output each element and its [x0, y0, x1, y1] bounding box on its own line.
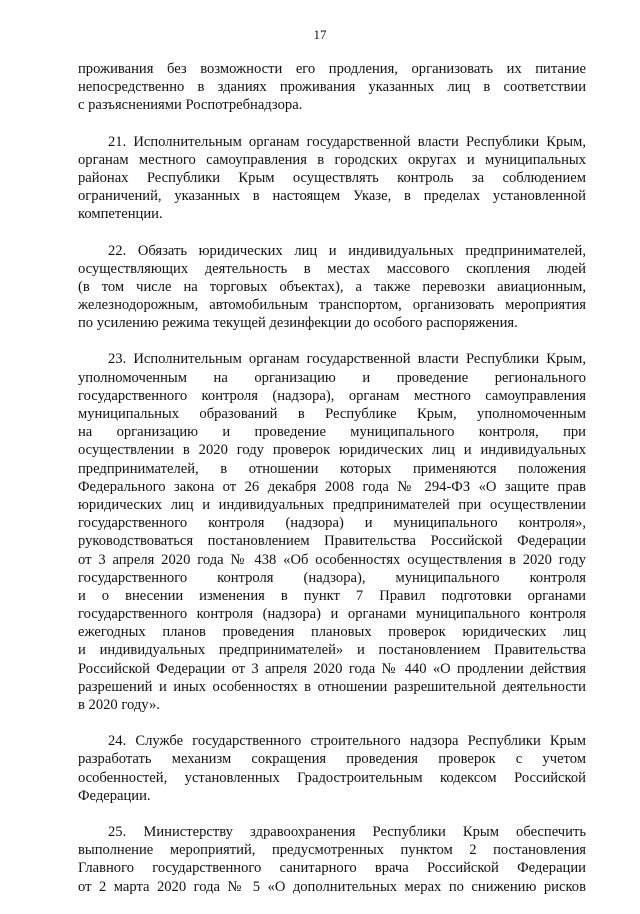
- text-line: Федерации.: [78, 787, 151, 804]
- text-line: органам местного самоуправления в городских округах и муниципальных: [78, 151, 586, 168]
- text-line: осуществлении в 2020 году проверок юридических лиц и индивидуальных: [78, 442, 586, 459]
- paragraph: [78, 133, 586, 224]
- text-line: и о внесении изменения в пункт 7 Правил подготовки органами: [78, 587, 586, 604]
- text-line: по усилению режима текущей дезинфекции до особого распоряжения.: [78, 315, 518, 332]
- text-line: Главного государственного санитарного врача Российской Федерации: [78, 860, 586, 877]
- text-line: предпринимателей, в отношении которых применяются положения: [78, 460, 586, 477]
- text-line: Федерального закона от 26 декабря 2008 года № 294-ФЗ «О защите прав: [78, 478, 586, 495]
- text-line: государственного контроля (надзора) и муниципального контроля»,: [78, 515, 586, 532]
- text-line: разрешений и иных особенностях в отношении разрешительной деятельности: [78, 678, 586, 695]
- text-line: уполномоченным на организацию и проведение регионального: [78, 369, 586, 386]
- text-line: проживания без возможности его продления, организовать их питание: [78, 61, 586, 77]
- text-line: непосредственно в зданиях проживания указанных лиц в соответствии: [78, 79, 586, 96]
- paragraph: [78, 350, 586, 714]
- text-line: ограничений, указанных в настоящем Указе, в пределах установленной: [78, 188, 586, 205]
- text-line: государственного контроля (надзора) и органами муниципального контроля: [78, 606, 586, 623]
- text-line: (в том числе на торговых объектах), а также перевозки авиационным,: [78, 278, 586, 295]
- text-line: руководствоваться постановлением Правительства Российской Федерации: [78, 533, 586, 550]
- text-line: компетенции.: [78, 206, 163, 223]
- text-line: юридических лиц и индивидуальных предпринимателей при осуществлении: [78, 496, 586, 513]
- text-line: 22. Обязать юридических лиц и индивидуальных предпринимателей,: [108, 242, 586, 259]
- text-line: особенностей, установленных Градостроительным кодексом Российской: [78, 769, 586, 786]
- paragraph: [78, 242, 586, 333]
- text-line: государственного контроля (надзора), муниципального контроля: [78, 569, 586, 586]
- text-line: районах Республики Крым осуществлять контроль за соблюдением: [78, 169, 586, 186]
- paragraph: [78, 823, 586, 896]
- text-line: государственного контроля (надзора), органам местного самоуправления: [78, 387, 586, 404]
- paragraph: [78, 60, 586, 115]
- document-body: [78, 60, 586, 914]
- text-line: 21. Исполнительным органам государственной власти Республики Крым,: [108, 133, 586, 150]
- text-line: от 2 марта 2020 года № 5 «О дополнительных мерах по снижению рисков: [78, 878, 586, 895]
- text-line: от 3 апреля 2020 года № 438 «Об особенностях осуществления в 2020 году: [78, 551, 586, 568]
- text-line: железнодорожным, автомобильным транспортом, организовать мероприятия: [78, 297, 586, 314]
- text-line: на организацию и проведение муниципального контроля, при: [78, 424, 586, 441]
- page-number: 17: [313, 27, 327, 42]
- text-line: 25. Министерству здравоохранения Республики Крым обеспечить: [108, 823, 586, 840]
- text-line: Российской Федерации от 3 апреля 2020 года № 440 «О продлении действия: [78, 660, 586, 677]
- text-line: выполнение мероприятий, предусмотренных пунктом 2 постановления: [78, 842, 586, 859]
- text-line: в 2020 году».: [78, 697, 160, 713]
- text-line: осуществляющих деятельность в местах массового скопления людей: [78, 260, 586, 277]
- text-line: 24. Службе государственного строительного надзора Республики Крым: [108, 733, 586, 750]
- text-line: и индивидуальных предпринимателей» и постановлением Правительства: [78, 642, 586, 659]
- text-line: с разъяснениями Роспотребнадзора.: [78, 97, 303, 114]
- text-line: разработать механизм сокращения проведения проверок с учетом: [78, 751, 586, 768]
- text-line: муниципальных образований в Республике Крым, уполномоченным: [78, 406, 586, 422]
- text-line: 23. Исполнительным органам государственной власти Республики Крым,: [108, 351, 586, 368]
- paragraph: [78, 732, 586, 805]
- text-line: ежегодных планов проведения плановых проверок юридических лиц: [78, 624, 586, 641]
